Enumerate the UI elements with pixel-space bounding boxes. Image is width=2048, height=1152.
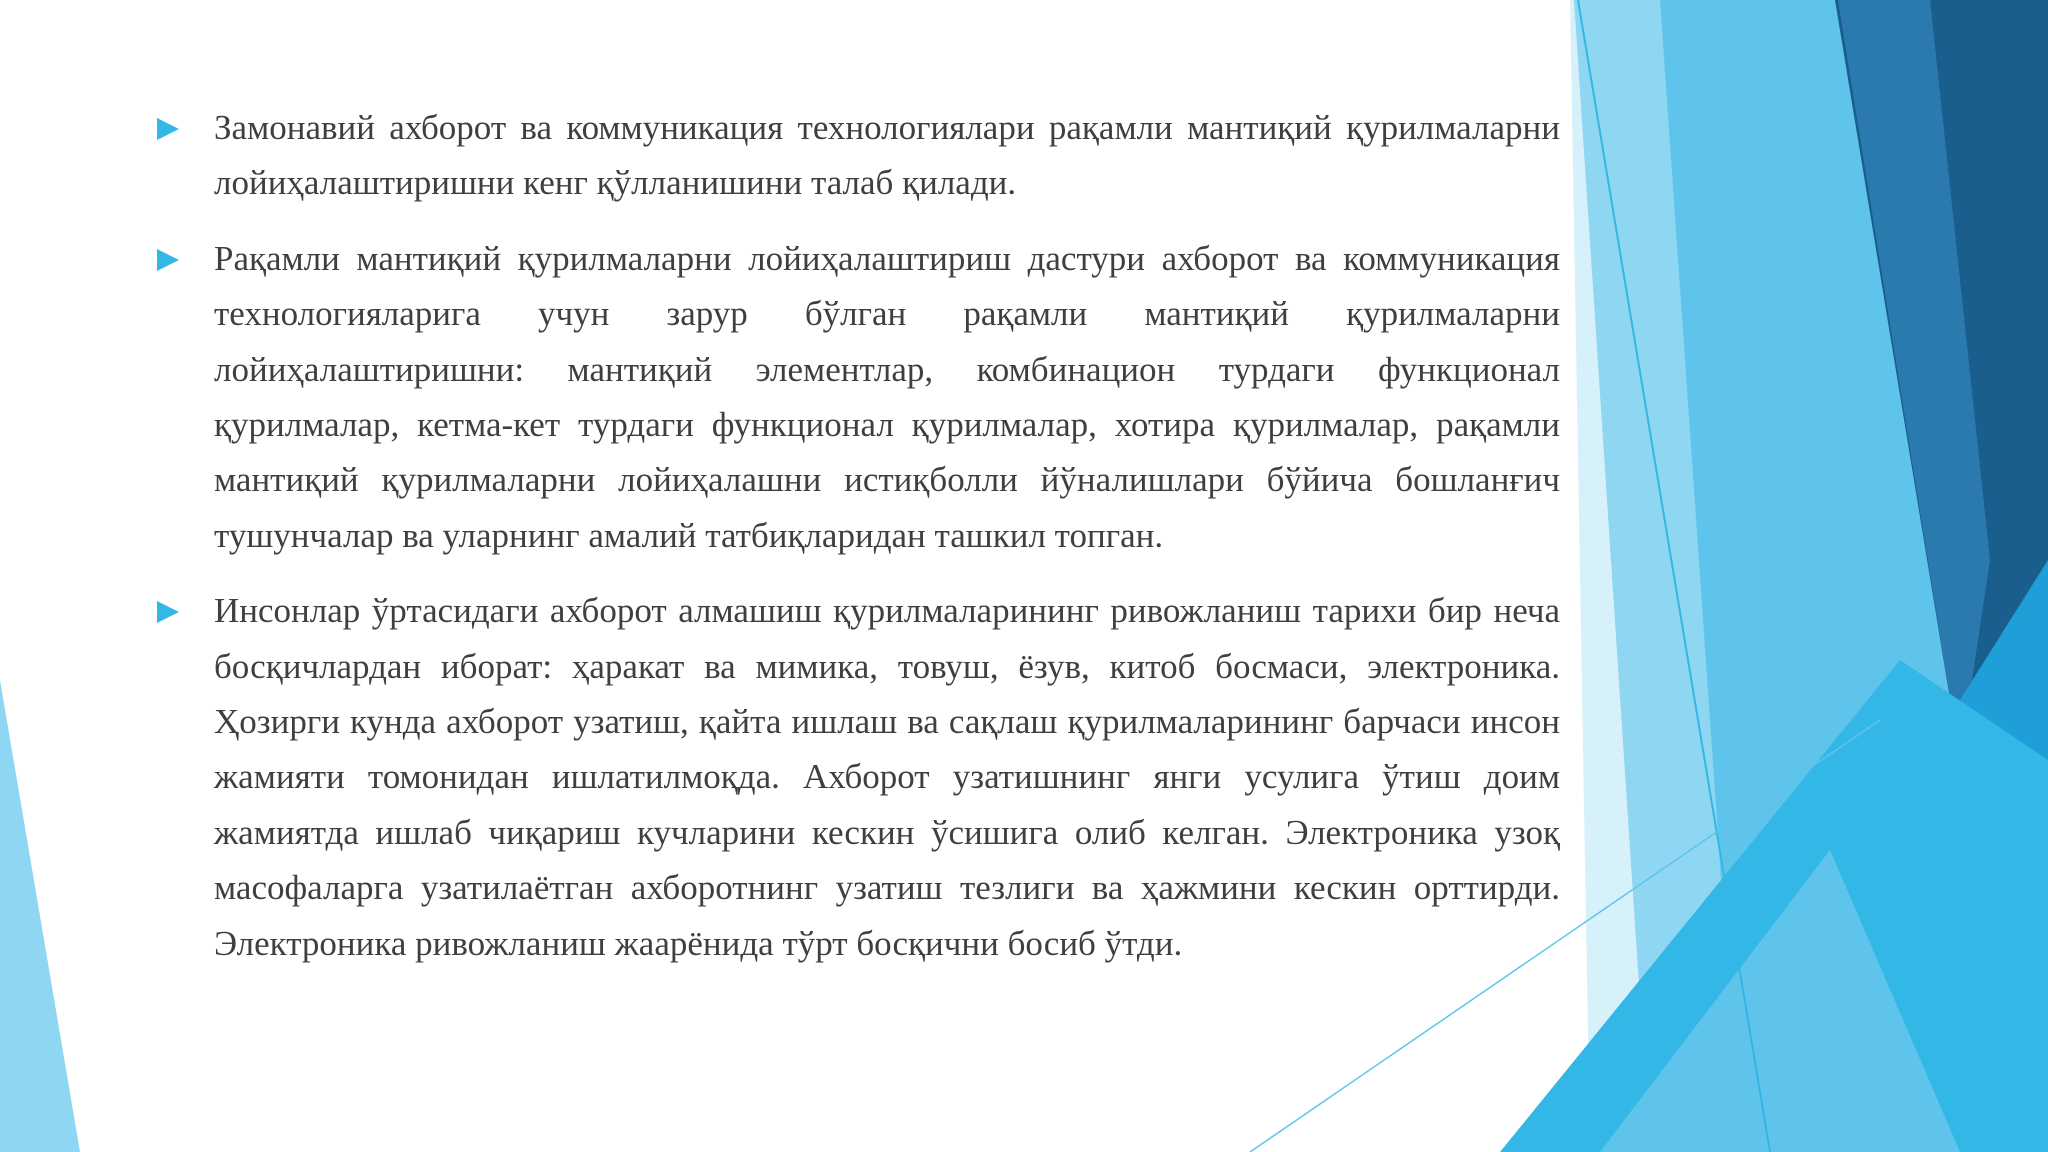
bullet-item [155, 583, 1560, 971]
bullet-arrow-icon [157, 601, 179, 623]
bullet-arrow-icon [157, 249, 179, 271]
bullet-text: Замонавий ахборот ва коммуникация технологиялари рақамли мантиқий қурилмаларни лойиҳалаштиришни кенг қўлланишини талаб қилади. [214, 108, 1560, 203]
left-edge-shape [0, 680, 80, 1152]
bullet-text: Инсонлар ўртасидаги ахборот алмашиш қурилмаларининг ривожланиш тарихи бир неча босқичлардан иборат: ҳаракат ва мимика, товуш, ёзув, китоб босмаси, электроника. Ҳозирги кунда ахборот узатиш, қайта ишлаш ва сақлаш қурилмаларининг барчаси инсон жамияти томонидан ишлатилмоқда. Ахборот узатишнинг янги усулига ўтиш доим жамиятда ишлаб чиқариш кучларини кескин ўсишига олиб келган. Электроника узоқ масофаларга узатилаётган ахборотнинг узатиш тезлиги ва ҳажмини кескин орттирди. Электроника ривожланиш жаарёнида тўрт босқични босиб ўтди. [214, 591, 1560, 963]
bullet-list [155, 100, 1560, 991]
bullet-item [155, 231, 1560, 563]
bullet-arrow-icon [157, 118, 179, 140]
bullet-item [155, 100, 1560, 211]
bullet-text: Рақамли мантиқий қурилмаларни лойиҳалаштириш дастури ахборот ва коммуникация технологияларига учун зарур бўлган рақамли мантиқий қурилмаларни лойиҳалаштиришни: мантиқий элементлар, комбинацион турдаги функционал қурилмалар, кетма-кет турдаги функционал қурилмалар, хотира қурилмалар, рақамли мантиқий қурилмаларни лойиҳалашни истиқболли йўналишлари бўйича бошланғич тушунчалар ва уларнинг амалий татбиқларидан ташкил топган. [214, 238, 1560, 555]
